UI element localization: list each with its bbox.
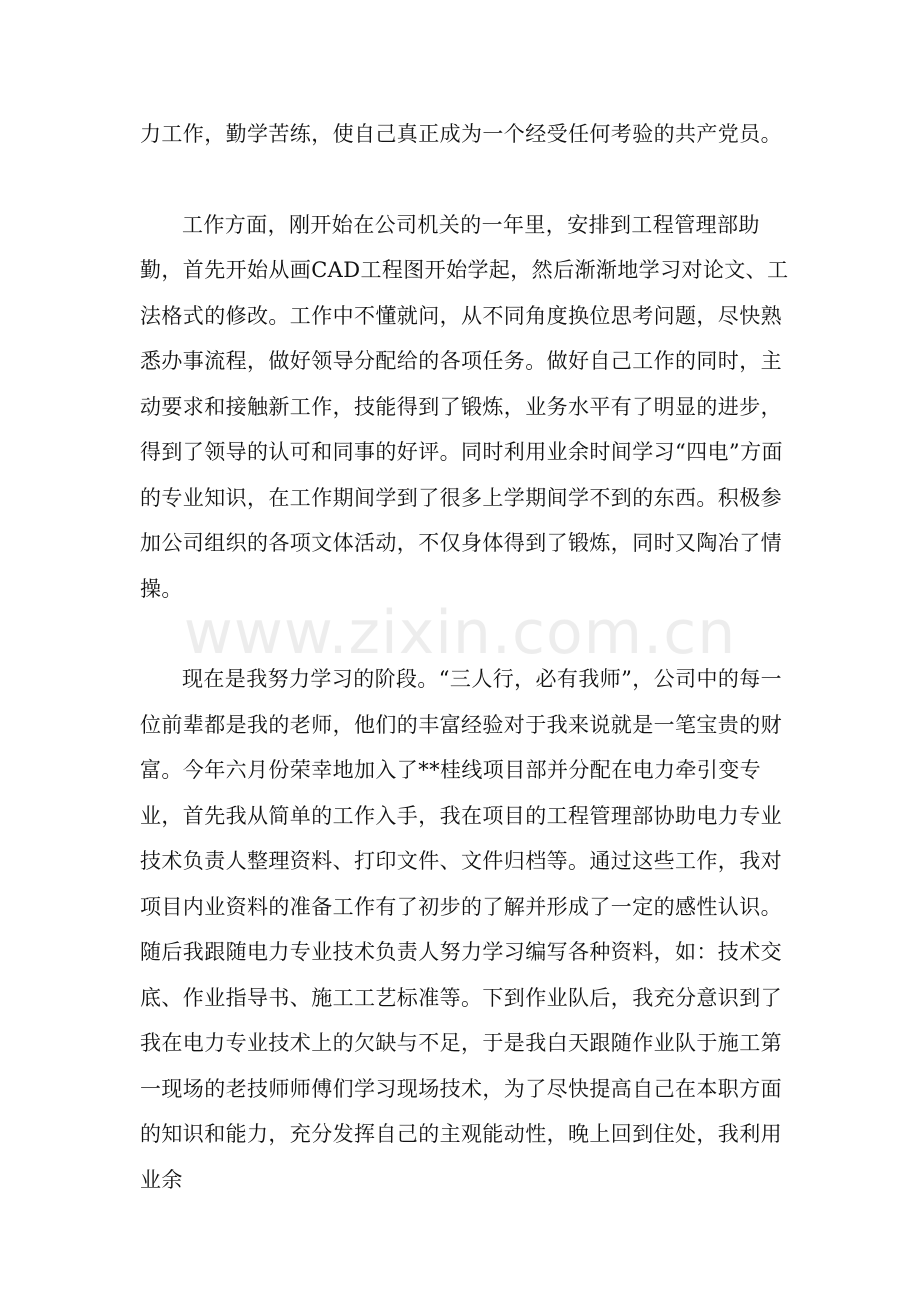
paragraph-gap <box>140 612 790 657</box>
paragraph-continuation: 力工作，勤学苦练，使自己真正成为一个经受任何考验的共产党员。 <box>140 122 782 146</box>
document-body <box>140 112 790 1203</box>
paragraph-work: 工作方面，刚开始在公司机关的一年里，安排到工程管理部助勤，首先开始从画CAD工程图开始学起，然后渐渐地学习对论文、工法格式的修改。工作中不懂就问，从不同角度换位思考问题，尽快熟悉办事流程，做好领导分配给的各项任务。做好自己工作的同时，主动要求和接触新工作，技能得到了锻炼，业务水平有了明显的进步，得到了领导的认可和同事的好评。同时利用业余时间学习“四电”方面的专业知识，在工作期间学到了很多上学期间学不到的东西。积极参加公司组织的各项文体活动，不仅身体得到了锻炼，同时又陶冶了情操。 <box>140 212 789 601</box>
paragraph-study: 现在是我努力学习的阶段。“三人行，必有我师”，公司中的每一位前辈都是我的老师，他们的丰富经验对于我来说就是一笔宝贵的财富。今年六月份荣幸地加入了**桂线项目部并分配在电力牵引变专业，首先我从简单的工作入手，我在项目的工程管理部协助电力专业技术负责人整理资料、打印文件、文件归档等。通过这些工作，我对项目内业资料的准备工作有了初步的了解并形成了一定的感性认识。随后我跟随电力专业技术负责人努力学习编写各种资料，如：技术交底、作业指导书、施工工艺标准等。下到作业队后，我充分意识到了我在电力专业技术上的欠缺与不足，于是我白天跟随作业队于施工第一现场的老技师师傅们学习现场技术，为了尽快提高自己在本职方面的知识和能力，充分发挥自己的主观能动性，晚上回到住处，我利用业余 <box>140 667 783 1192</box>
watermark-text: www.zixin.com.cn <box>183 598 737 668</box>
paragraph-gap <box>140 158 790 203</box>
